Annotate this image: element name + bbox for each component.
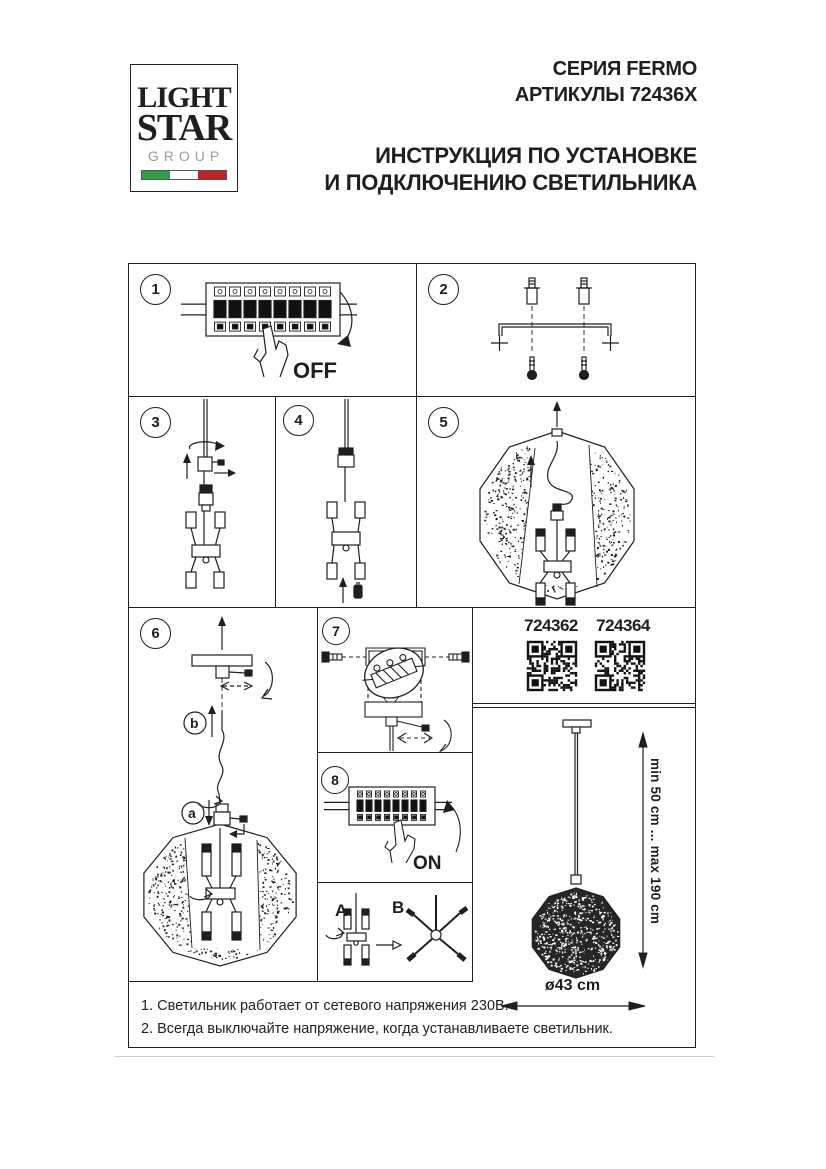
- dim-arrowhead-bottom: [639, 953, 647, 967]
- rotate-arrow: [441, 720, 451, 751]
- diameter-label: ø43 cm: [544, 977, 601, 994]
- variant-b-label: B: [392, 898, 405, 917]
- grub-screw-icon: [245, 670, 252, 676]
- flag-white: [170, 171, 198, 179]
- grid-hline-row1: [128, 396, 696, 397]
- step-1-diagram-breaker-off: [130, 265, 414, 395]
- shade-top-fitting: [552, 429, 562, 436]
- pointing-hand-icon: [390, 820, 415, 863]
- ceiling-canopy: [192, 655, 252, 666]
- breaker-strip: [324, 787, 452, 825]
- lamp-body: [327, 502, 365, 579]
- screw-right: [449, 652, 469, 662]
- off-label: OFF: [293, 358, 337, 383]
- grub-screw-icon: [240, 816, 247, 822]
- qr-code-right: [594, 640, 646, 692]
- rotate-arrowhead: [215, 441, 225, 451]
- footer-notes: [141, 995, 613, 1041]
- arrowhead-down: [337, 335, 351, 347]
- canopy-lock: [216, 666, 229, 678]
- cord-connector: [571, 875, 581, 884]
- hand-thumb: [385, 841, 390, 851]
- lightstar-logo: [130, 64, 238, 192]
- cord-connector: [551, 504, 563, 520]
- lamp-body: [186, 512, 225, 588]
- grid-vline-r1: [416, 263, 417, 397]
- substep-a-label: a: [188, 805, 196, 821]
- substep-b-label: b: [190, 715, 199, 731]
- arrow-down-arc: [340, 292, 352, 342]
- rotate-arrow: [326, 932, 342, 939]
- step-2-number: 2: [439, 281, 448, 298]
- step-6-diagram-hanging: [128, 610, 316, 981]
- product-code-right: 724364: [596, 616, 650, 635]
- ceiling-plate: [563, 720, 591, 727]
- step-3-number: 3: [151, 414, 160, 431]
- grid-hline-mid2: [317, 882, 473, 883]
- lamp-folded: [344, 893, 369, 965]
- height-range-label: min 50 cm ... max 190 cm: [648, 758, 663, 925]
- screw-left: [528, 357, 537, 380]
- crosshair-left: [491, 335, 508, 351]
- flag-red: [198, 171, 226, 179]
- grub-screw-icon: [422, 725, 429, 731]
- series-title: СЕРИЯ FERMO: [552, 58, 697, 80]
- power-cord: [218, 710, 224, 804]
- grid-hline-qr1: [472, 703, 696, 704]
- screw-right: [580, 357, 589, 380]
- canopy-lock: [386, 717, 397, 726]
- product-code-left: 724362: [524, 616, 578, 635]
- step-6-number: 6: [151, 625, 160, 642]
- variant-a-label: A: [335, 901, 348, 920]
- step-5-number: 5: [439, 414, 448, 431]
- logo-word-group: GROUP: [147, 148, 225, 164]
- cord-connector: [199, 485, 213, 511]
- logo-word-light: LIGHT: [137, 81, 231, 114]
- arrowhead-open: [393, 941, 401, 949]
- qr-code-left: [526, 640, 578, 692]
- articles-title: АРТИКУЛЫ 72436X: [514, 84, 697, 106]
- note-1: 1. Светильник работает от сетевого напряжения 230В.: [141, 998, 509, 1014]
- dim-arrowhead-right: [629, 1002, 645, 1010]
- hand-thumb: [254, 349, 260, 362]
- screw-left: [322, 652, 342, 662]
- step-7-diagram-bracket-wiring: [320, 610, 471, 752]
- step-2-diagram-mounting-parts: [420, 265, 696, 395]
- mounting-bracket: [499, 324, 611, 336]
- step-8-diagram-breaker-on: [320, 757, 471, 881]
- wall-anchor-left: [524, 278, 540, 304]
- grub-screw-icon: [218, 460, 224, 465]
- ceiling-canopy: [365, 702, 422, 717]
- italian-flag-bar: [141, 170, 227, 180]
- instruction-title-line2: И ПОДКЛЮЧЕНИЮ СВЕТИЛЬНИКА: [324, 170, 697, 195]
- lamp-unfolded: [407, 895, 467, 960]
- step-4-diagram-insert-bulbs: [276, 399, 415, 606]
- cord-connector: [338, 448, 354, 467]
- step-8-number: 8: [331, 772, 339, 788]
- instruction-title-line1: ИНСТРУКЦИЯ ПО УСТАНОВКЕ: [375, 143, 697, 168]
- step-5-diagram-shade-cord: [418, 399, 696, 607]
- note-2: 2. Всегда выключайте напряжение, когда устанавливаете светильник.: [141, 1021, 613, 1037]
- page-edge-shadow: [114, 1056, 714, 1057]
- dim-arrowhead-top: [639, 733, 647, 747]
- coupler-block: [198, 457, 212, 471]
- on-label: ON: [413, 853, 442, 874]
- step-1-number: 1: [151, 281, 160, 298]
- grid-hline-row2: [128, 607, 696, 608]
- header-title-block: [324, 56, 697, 196]
- step-7-number: 7: [332, 623, 340, 639]
- step-3-diagram-rod-assembly: [130, 399, 274, 606]
- crosshair-right: [602, 335, 619, 351]
- rotate-arrow: [264, 662, 272, 696]
- logo-word-star: STAR: [136, 107, 232, 149]
- grid-hline-mid1: [317, 752, 473, 753]
- bulb-icon: [354, 583, 362, 598]
- wall-anchor-right: [576, 278, 592, 304]
- arrow-up-arc: [450, 805, 460, 852]
- flag-green: [142, 171, 170, 179]
- variant-ab-diagram-unfold-arms: [320, 885, 471, 980]
- step-4-number: 4: [294, 412, 303, 429]
- grid-hline-footer: [128, 981, 473, 982]
- grid-vline-r3a: [317, 607, 318, 982]
